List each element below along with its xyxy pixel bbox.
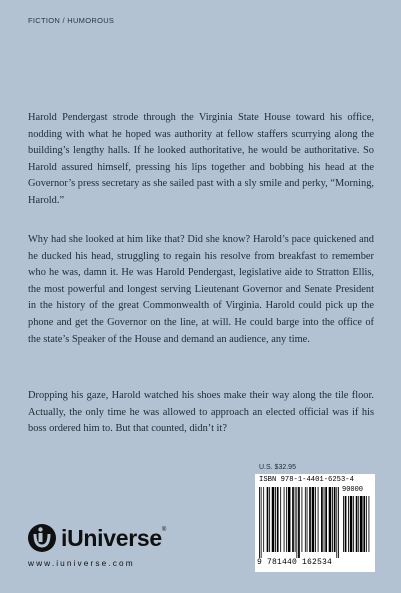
barcode-bar — [272, 487, 275, 552]
barcode-bar — [280, 487, 281, 552]
barcode-bar — [296, 487, 297, 558]
barcode-bar — [329, 487, 332, 552]
body-paragraph-3: Dropping his gaze, Harold watched his shoes make their way along the tile floor. Actually, the only time he was allowed to approach an elected official was if his boss ordered him to. But that counted, didn’t it? — [28, 390, 374, 435]
barcode — [255, 474, 375, 572]
category-label: FICTION / HUMOROUS — [28, 16, 115, 25]
barcode-bar — [298, 487, 300, 558]
price-label: U.S. $32.95 — [259, 464, 296, 471]
barcode-bar — [350, 496, 353, 552]
trademark-mark: ® — [161, 527, 167, 533]
publisher-logo — [27, 523, 166, 553]
barcode-bar — [288, 487, 291, 552]
body-paragraph-2: Why had she looked at him like that? Did she know? Harold’s pace quickened and he ducked his head, struggling to regain his resolve from breakfast to remember who he was, damn it. He was Harold Pendergast, legislative aide to Stratton Ellis, the most powerful and longest serving Lieutenant Governor and Senate President in the history of the great Commonwealth of Virginia. Harold could pick up the phone and get the Governor on the line, at will. He could barge into the office of the state’s Speaker of the House and demand an audience, any time. — [28, 234, 374, 345]
barcode-bar — [261, 487, 262, 558]
barcode-bar — [284, 487, 285, 552]
barcode-bar — [356, 496, 358, 552]
barcode-bar — [295, 487, 296, 552]
body-paragraph-1: Harold Pendergast strode through the Virginia State House toward his office, nodding with what he hoped was authority at fellow staffers scurrying along the building’s lengthy halls. If he looked authoritative, he would be authoritative. So Harold assured himself, pressing his lips together and bobbing his head at the Governor’s press secretary as she sailed past with a sly smile and perky, “Morning, Harold.” — [28, 112, 374, 206]
barcode-bar — [343, 496, 344, 552]
barcode-bar — [312, 487, 315, 552]
barcode-bar — [277, 487, 279, 552]
barcode-bar — [334, 487, 336, 552]
barcode-bar — [286, 487, 287, 552]
barcode-bar — [358, 496, 359, 552]
barcode-bar — [348, 496, 349, 552]
barcode-bar — [332, 487, 333, 552]
barcode-bar — [345, 496, 347, 552]
publisher-name: iUniverse — [61, 524, 162, 551]
barcode-bar — [353, 496, 354, 552]
barcode-digits: 9 781440 162534 — [257, 558, 333, 567]
barcode-bar — [338, 487, 339, 558]
isbn-label: ISBN 978-1-4401-6253-4 — [259, 476, 354, 484]
barcode-bar — [336, 487, 337, 558]
barcode-bar — [325, 487, 327, 552]
barcode-bar — [309, 487, 311, 552]
barcode-bar — [267, 487, 269, 552]
barcode-addon-bars — [343, 496, 372, 558]
publisher-url: www.iuniverse.com — [28, 558, 135, 568]
barcode-bar — [363, 496, 365, 552]
barcode-bar — [318, 487, 319, 552]
barcode-bar — [269, 487, 270, 552]
barcode-bar — [275, 487, 276, 552]
barcode-bar — [315, 487, 316, 552]
barcode-bar — [324, 487, 325, 552]
barcode-bar — [369, 496, 370, 552]
barcode-bar — [302, 487, 303, 552]
barcode-bar — [305, 487, 306, 552]
barcode-bar — [307, 487, 308, 552]
iuniverse-logo-icon — [27, 523, 57, 553]
barcode-bar — [360, 496, 363, 552]
barcode-bar — [292, 487, 294, 552]
barcode-bar — [366, 496, 367, 552]
barcode-bar — [321, 487, 323, 552]
barcode-addon: 90000 — [342, 486, 364, 494]
barcode-bar — [263, 487, 264, 552]
barcode-bar — [259, 487, 260, 558]
barcode-bars — [259, 487, 339, 558]
